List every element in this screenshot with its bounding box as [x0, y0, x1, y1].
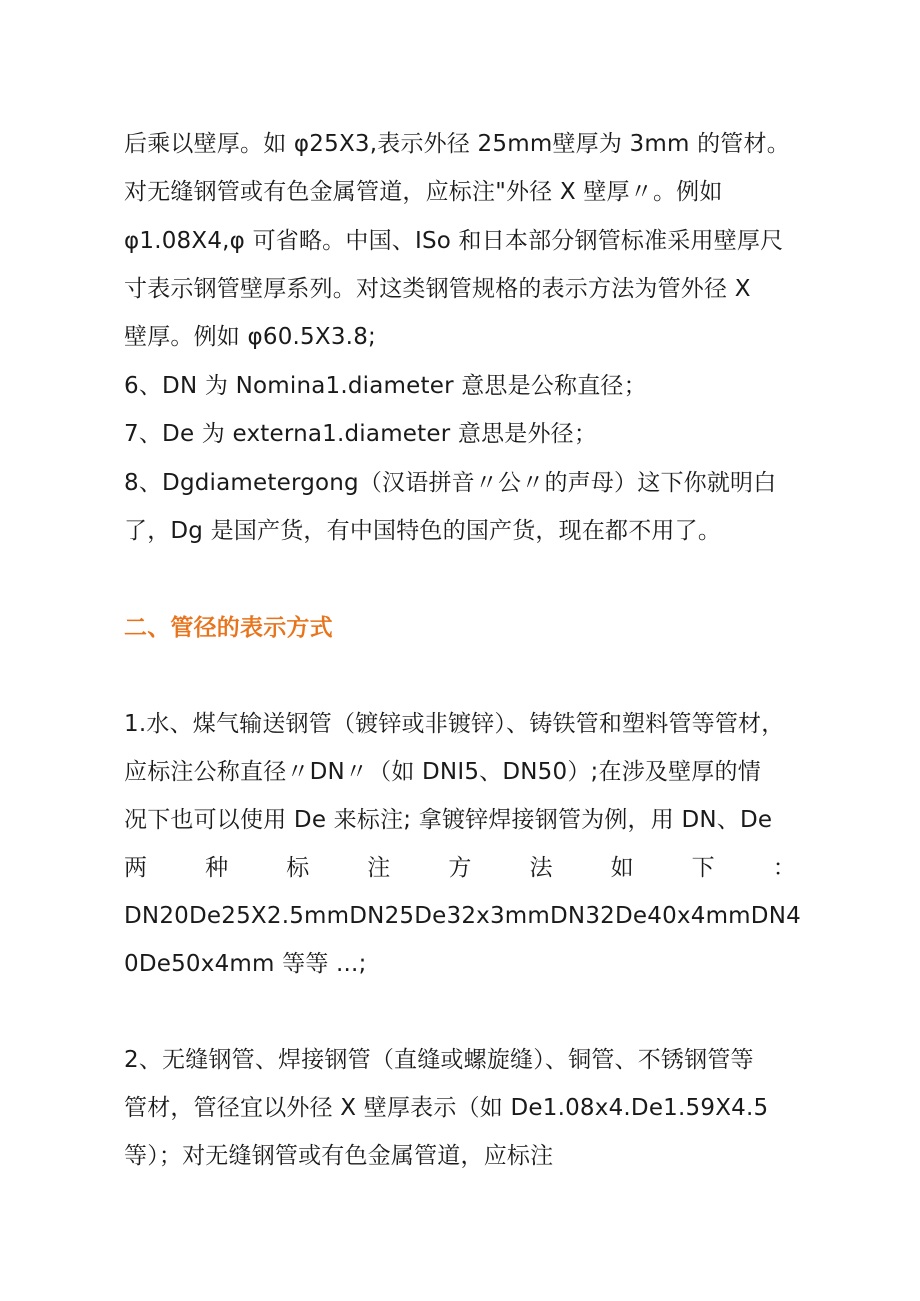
justified-char: 方	[448, 855, 472, 881]
justified-char: ：	[772, 855, 796, 881]
paragraph-1-line: 1.水、煤气输送钢管（镀锌或非镀锌）、铸铁管和塑料管等管材，	[124, 711, 785, 737]
justified-char: 种	[205, 855, 229, 881]
justified-char: 标	[286, 855, 310, 881]
paragraph-1-justified-line	[124, 853, 796, 883]
paragraph-1-line: DN20De25X2.5mmDN25De32x3mmDN32De40x4mmDN4	[124, 903, 801, 929]
paragraph-2-line: 管材，管径宜以外径 X 壁厚表示（如 De1.08x4.De1.59X4.5	[124, 1095, 769, 1121]
text-line: 后乘以壁厚。如 φ25X3,表示外径 25mm壁厚为 3mm 的管材。	[124, 131, 790, 157]
text-line: 壁厚。例如 φ60.5X3.8;	[124, 324, 376, 350]
list-item-de: 7、De 为 externa1.diameter 意思是外径；	[124, 421, 598, 447]
list-item-dg: 8、Dgdiametergong（汉语拼音〃公〃的声母）这下你就明白	[124, 470, 777, 496]
justified-char: 如	[610, 855, 634, 881]
paragraph-1-line: 0De50x4mm 等等 ...;	[124, 951, 367, 977]
section-heading: 二、管径的表示方式	[124, 615, 333, 641]
paragraph-2-line: 等）；对无缝钢管或有色金属管道，应标注	[124, 1143, 554, 1169]
text-line: 了，Dg 是国产货，有中国特色的国产货，现在都不用了。	[124, 518, 722, 544]
paragraph-1-line: 况下也可以使用 De 来标注; 拿镀锌焊接钢管为例，用 DN、De	[124, 807, 773, 833]
justified-char: 注	[367, 855, 391, 881]
justified-char: 法	[529, 855, 553, 881]
text-line: 对无缝钢管或有色金属管道，应标注"外径 X 壁厚〃。例如	[124, 179, 723, 205]
text-line: φ1.08X4,φ 可省略。中国、ISo 和日本部分钢管标准采用壁厚尺	[124, 228, 784, 254]
paragraph-1-line: 应标注公称直径〃DN〃（如 DNI5、DN50）;在涉及壁厚的情	[124, 759, 761, 785]
justified-char: 下	[691, 855, 715, 881]
list-item-dn: 6、DN 为 Nomina1.diameter 意思是公称直径；	[124, 373, 647, 399]
paragraph-2-line: 2、无缝钢管、焊接钢管（直缝或螺旋缝）、铜管、不锈钢管等	[124, 1047, 754, 1073]
justified-char: 两	[124, 855, 148, 881]
text-line: 寸表示钢管壁厚系列。对这类钢管规格的表示方法为管外径 X	[124, 276, 751, 302]
